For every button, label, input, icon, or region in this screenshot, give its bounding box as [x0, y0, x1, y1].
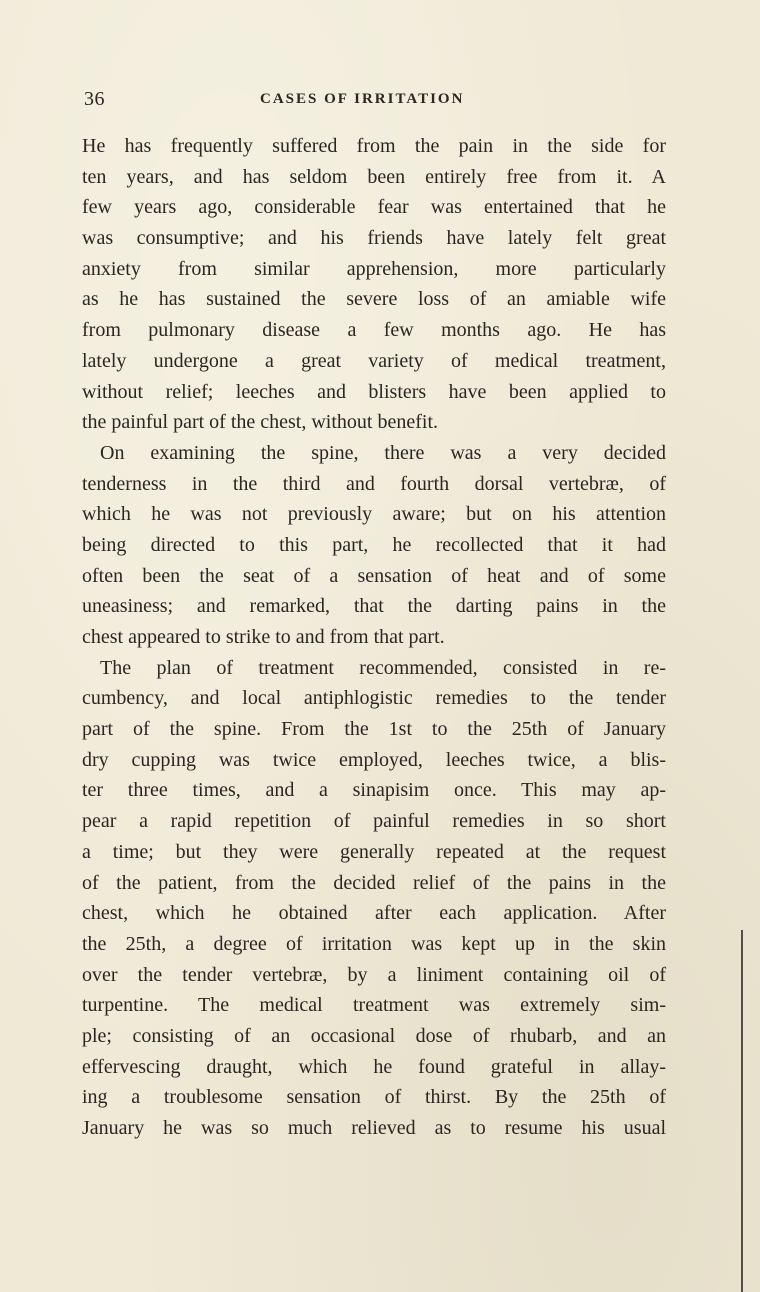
- page-header: [84, 88, 684, 112]
- text-line: the 25th, a degree of irritation was kept up in the skin: [82, 932, 666, 955]
- text-line: often been the seat of a sensation of heat and of some: [82, 564, 666, 587]
- text-line: of the patient, from the decided relief of the pains in the: [82, 871, 666, 894]
- text-line: dry cupping was twice employed, leeches twice, a blis-: [82, 748, 666, 771]
- text-line: a time; but they were generally repeated at the request: [82, 840, 666, 863]
- text-line: anxiety from similar apprehension, more particularly: [82, 257, 666, 280]
- text-line: ter three times, and a sinapisim once. This may ap-: [82, 779, 666, 802]
- text-line: ple; consisting of an occasional dose of rhubarb, and an: [82, 1024, 666, 1047]
- text-line: The plan of treatment recommended, consisted in re-: [100, 656, 666, 679]
- text-line: uneasiness; and remarked, that the darting pains in the: [82, 595, 666, 618]
- text-line: over the tender vertebræ, by a liniment containing oil of: [82, 963, 666, 986]
- text-line: few years ago, considerable fear was entertained that he: [82, 196, 666, 219]
- running-head: CASES OF IRRITATION: [260, 91, 465, 107]
- text-line: cumbency, and local antiphlogistic remedies to the tender: [82, 687, 666, 710]
- page-number: 36: [84, 88, 105, 110]
- text-line: January he was so much relieved as to resume his usual: [82, 1117, 666, 1139]
- text-line: part of the spine. From the 1st to the 25th of January: [82, 718, 666, 741]
- page-edge-shadow: [741, 930, 743, 1292]
- text-line: which he was not previously aware; but on his attention: [82, 503, 666, 526]
- text-line: He has frequently suffered from the pain in the side for: [82, 135, 666, 157]
- text-line: ing a troublesome sensation of thirst. By the 25th of: [82, 1086, 666, 1109]
- text-line: without relief; leeches and blisters have been applied to: [82, 380, 666, 403]
- text-line: lately undergone a great variety of medical treatment,: [82, 349, 666, 372]
- text-line: effervescing draught, which he found grateful in allay-: [82, 1055, 666, 1078]
- text-line: being directed to this part, he recollected that it had: [82, 533, 666, 556]
- text-line: tenderness in the third and fourth dorsal vertebræ, of: [82, 472, 666, 495]
- text-line: turpentine. The medical treatment was extremely sim-: [82, 994, 666, 1017]
- text-line: the painful part of the chest, without benefit.: [82, 411, 439, 434]
- body-text: [82, 131, 666, 1144]
- text-line: chest appeared to strike to and from that part.: [82, 626, 445, 648]
- text-line: ten years, and has seldom been entirely free from it. A: [82, 165, 666, 188]
- text-line: pear a rapid repetition of painful remedies in so short: [82, 810, 666, 833]
- text-line: On examining the spine, there was a very decided: [100, 441, 666, 464]
- text-line: from pulmonary disease a few months ago. He has: [82, 319, 666, 342]
- text-line: as he has sustained the severe loss of an amiable wife: [82, 288, 666, 311]
- text-line: chest, which he obtained after each application. After: [82, 902, 666, 925]
- text-line: was consumptive; and his friends have lately felt great: [82, 227, 666, 250]
